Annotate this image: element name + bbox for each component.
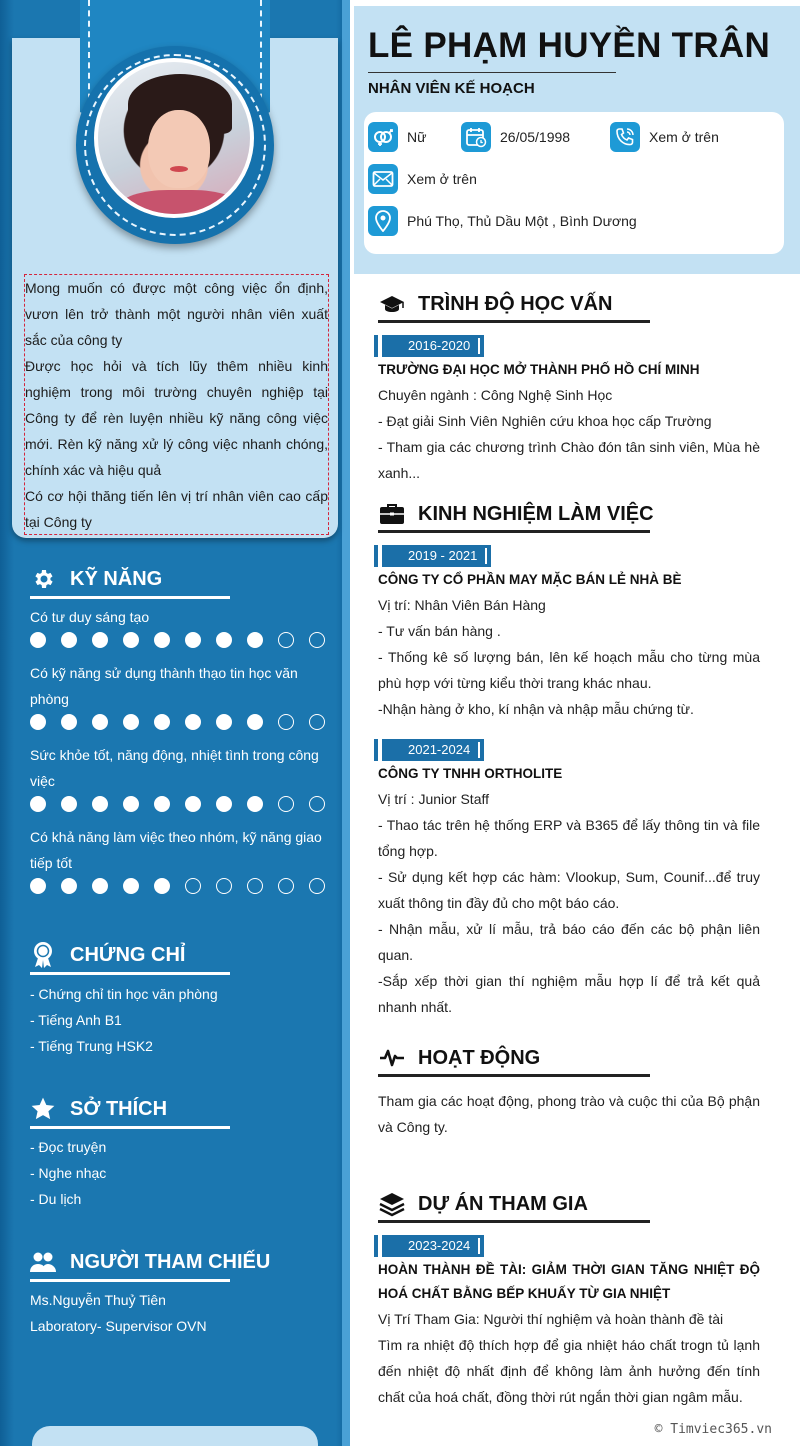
rating-dot-filled [185, 714, 201, 730]
award-icon [30, 942, 56, 968]
rating-dot-filled [123, 878, 139, 894]
rating-dot-filled [185, 796, 201, 812]
education-line: Chuyên ngành : Công Nghệ Sinh Học [378, 387, 613, 403]
rating-dot-filled [30, 632, 46, 648]
job-line: - Thao tác trên hệ thống ERP và B365 để lấy thông tin và file tổng hợp. [378, 817, 760, 859]
activities-text: Tham gia các hoạt động, phong trào và cuộc thi của Bộ phận và Công ty. [378, 1093, 760, 1135]
hobbies-title: SỞ THÍCH [70, 1097, 168, 1120]
job-line: - Sử dụng kết hợp các hàm: Vlookup, Sum, Counif...để truy xuất thông tin đầy đủ cho một báo cáo. [378, 869, 760, 911]
education-period: 2016-2020 [378, 335, 484, 357]
candidate-name[interactable]: LÊ PHẠM HUYỀN TRÂN [368, 26, 771, 65]
section-underline [30, 596, 230, 599]
project-details [378, 1306, 760, 1410]
skill-name: Có tư duy sáng tạo [30, 609, 150, 625]
career-objective[interactable] [24, 274, 329, 535]
skill-name: Có khả năng làm việc theo nhóm, kỹ năng giao tiếp tốt [30, 829, 322, 871]
rating-dot-filled [247, 632, 263, 648]
project-period: 2023-2024 [378, 1235, 484, 1257]
job-details [378, 786, 760, 1020]
skills-heading [30, 566, 162, 592]
objective-paragraph: Có cơ hội thăng tiến lên vị trí nhân viên cao cấp tại Công ty [25, 488, 328, 530]
email-info[interactable] [368, 164, 477, 194]
job-line: Vị trí: Nhân Viên Bán Hàng [378, 597, 546, 613]
rating-dot-filled [92, 878, 108, 894]
section-underline [378, 530, 650, 533]
left-column-edge [342, 0, 350, 1446]
hobby-item: - Đọc truyện [30, 1139, 107, 1155]
rating-dot-filled [154, 878, 170, 894]
project-name: HOÀN THÀNH ĐỀ TÀI: GIẢM THỜI GIAN TĂNG NHIỆT ĐỘ HOÁ CHẤT BẰNG BẾP KHUẤY TỪ GIA NHIỆT [378, 1262, 760, 1301]
rating-dot-filled [154, 632, 170, 648]
ribbon-stitch [260, 0, 262, 110]
birthday-info[interactable] [461, 122, 570, 152]
job-period: 2019 - 2021 [378, 545, 491, 567]
section-underline [30, 1279, 230, 1282]
reference-item: Laboratory- Supervisor OVN [30, 1318, 207, 1334]
projects-heading [378, 1191, 588, 1217]
job-line: - Tư vấn bán hàng . [378, 623, 501, 639]
activities-title: HOẠT ĐỘNG [418, 1046, 541, 1069]
rating-dot-empty [309, 878, 325, 894]
briefcase-icon [378, 501, 406, 527]
job-line: -Sắp xếp thời gian thí nghiệm mẫu hợp lí để trả kết quả nhanh nhất. [378, 973, 760, 1015]
reference-item: Ms.Nguyễn Thuỷ Tiên [30, 1292, 166, 1308]
rating-dot-filled [30, 796, 46, 812]
experience-title: KINH NGHIỆM LÀM VIỆC [418, 502, 654, 525]
rating-dot-empty [247, 878, 263, 894]
certificate-item: - Chứng chỉ tin học văn phòng [30, 986, 218, 1002]
rating-dot-filled [123, 714, 139, 730]
school-name: TRƯỜNG ĐẠI HỌC MỞ THÀNH PHỐ HỒ CHÍ MINH [378, 362, 700, 377]
job-line: Vị trí : Junior Staff [378, 791, 490, 807]
certificates-heading [30, 942, 185, 968]
layers-icon [378, 1191, 406, 1217]
birthday-value: 26/05/1998 [500, 129, 571, 145]
location-pin-icon [368, 206, 398, 236]
calendar-icon [461, 122, 491, 152]
rating-dot-empty [185, 878, 201, 894]
rating-dot-filled [92, 632, 108, 648]
skill-rating [30, 714, 325, 730]
phone-icon [610, 122, 640, 152]
rating-dot-filled [216, 714, 232, 730]
certificate-item: - Tiếng Trung HSK2 [30, 1038, 153, 1054]
rating-dot-empty [278, 796, 294, 812]
job-position[interactable]: NHÂN VIÊN KẾ HOẠCH [368, 80, 535, 97]
objective-paragraph: Được học hỏi và tích lũy thêm nhiều kinh nghiệm trong môi trường chuyên nghiệp tại Công ty để rèn luyện nhiều kỹ năng công việc mới. Rèn kỹ năng xử lý công việc nhanh chóng, chính xác và hiệu quả [25, 358, 328, 478]
references-title: NGƯỜI THAM CHIẾU [70, 1250, 271, 1273]
gender-value: Nữ [407, 129, 427, 145]
education-line: - Đạt giải Sinh Viên Nghiên cứu khoa học cấp Trường [378, 413, 712, 429]
section-underline [378, 320, 650, 323]
avatar [94, 58, 254, 218]
rating-dot-filled [92, 714, 108, 730]
name-underline [368, 72, 616, 73]
address-info[interactable] [368, 206, 637, 236]
rating-dot-filled [154, 796, 170, 812]
skill-rating [30, 632, 325, 648]
project-line: Tìm ra nhiệt độ thích hợp để gia nhiệt háo chất trogn tủ lạnh đến nhiệt độ nhất định để không làm ảnh hưởng đến tính chất của hoá chất, đồng thời rút ngắn thời gian ngâm mẫu. [378, 1337, 760, 1405]
section-underline [30, 1126, 230, 1129]
section-underline [30, 972, 230, 975]
education-heading [378, 291, 612, 317]
rating-dot-filled [185, 632, 201, 648]
rating-dot-filled [61, 632, 77, 648]
rating-dot-filled [30, 714, 46, 730]
hobbies-heading [30, 1096, 167, 1122]
rating-dot-filled [247, 714, 263, 730]
watermark: © Timviec365.vn [654, 1422, 772, 1437]
job-details [378, 592, 760, 722]
email-value: Xem ở trên [407, 171, 477, 187]
rating-dot-filled [61, 878, 77, 894]
rating-dot-empty [309, 714, 325, 730]
rating-dot-empty [309, 796, 325, 812]
project-line: Vị Trí Tham Gia: Người thí nghiệm và hoàn thành đề tài [378, 1311, 724, 1327]
activities-heading [378, 1045, 540, 1071]
references-heading [30, 1249, 270, 1275]
skills-title: KỸ NĂNG [70, 567, 163, 590]
rating-dot-empty [278, 632, 294, 648]
phone-info[interactable] [610, 122, 719, 152]
rating-dot-filled [154, 714, 170, 730]
star-icon [30, 1096, 56, 1122]
gear-icon [30, 566, 56, 592]
rating-dot-filled [61, 714, 77, 730]
rating-dot-filled [216, 632, 232, 648]
skill-name: Sức khỏe tốt, năng động, nhiệt tình trong công việc [30, 747, 319, 789]
rating-dot-filled [123, 796, 139, 812]
gender-icon [368, 122, 398, 152]
mail-icon [368, 164, 398, 194]
company-name: CÔNG TY CỔ PHẦN MAY MẶC BÁN LẺ NHÀ BÈ [378, 572, 682, 587]
skill-rating [30, 796, 325, 812]
section-underline [378, 1074, 650, 1077]
rating-dot-empty [278, 878, 294, 894]
rating-dot-filled [92, 796, 108, 812]
pulse-icon [378, 1045, 406, 1071]
experience-heading [378, 501, 654, 527]
users-icon [30, 1249, 56, 1275]
objective-paragraph: Mong muốn có được một công việc ổn định, vươn lên trở thành một người nhân viên xuất sắc của công ty [25, 280, 328, 348]
job-line: - Nhận mẫu, xử lí mẫu, trả báo cáo đến các bộ phận liên quan. [378, 921, 760, 963]
hobby-item: - Du lịch [30, 1191, 82, 1207]
skill-name: Có kỹ năng sử dụng thành thạo tin học văn phòng [30, 665, 298, 707]
education-details [378, 382, 760, 486]
certificates-title: CHỨNG CHỈ [70, 943, 186, 966]
rating-dot-empty [216, 878, 232, 894]
education-title: TRÌNH ĐỘ HỌC VẤN [418, 292, 613, 315]
graduation-cap-icon [378, 291, 406, 317]
certificate-item: - Tiếng Anh B1 [30, 1012, 122, 1028]
rating-dot-filled [61, 796, 77, 812]
education-line: - Tham gia các chương trình Chào đón tân sinh viên, Mùa hè xanh... [378, 439, 760, 481]
rating-dot-filled [247, 796, 263, 812]
bottom-tab [32, 1426, 318, 1446]
projects-title: DỰ ÁN THAM GIA [418, 1192, 588, 1215]
job-line: -Nhận hàng ở kho, kí nhận và nhập mẫu chứng từ. [378, 701, 694, 717]
job-line: - Thống kê số lượng bán, lên kế hoạch mẫu cho từng mùa phù hợp với từng kiểu thời trang khác nhau. [378, 649, 760, 691]
hobby-item: - Nghe nhạc [30, 1165, 107, 1181]
phone-value: Xem ở trên [649, 129, 719, 145]
skill-rating [30, 878, 325, 894]
rating-dot-empty [278, 714, 294, 730]
section-underline [378, 1220, 650, 1223]
gender-info[interactable] [368, 122, 426, 152]
company-name: CÔNG TY TNHH ORTHOLITE [378, 766, 563, 781]
rating-dot-filled [123, 632, 139, 648]
rating-dot-empty [309, 632, 325, 648]
job-period: 2021-2024 [378, 739, 484, 761]
rating-dot-filled [30, 878, 46, 894]
address-value: Phú Thọ, Thủ Dầu Một , Bình Dương [407, 213, 637, 229]
rating-dot-filled [216, 796, 232, 812]
